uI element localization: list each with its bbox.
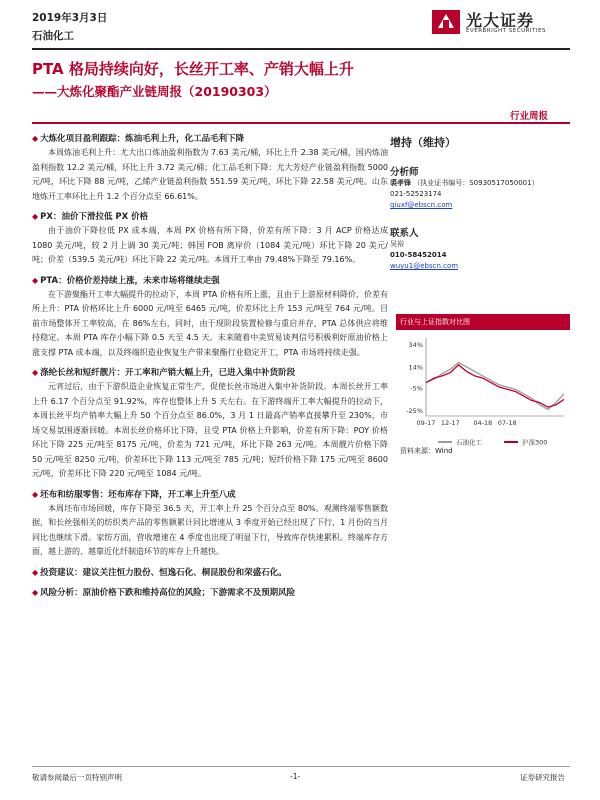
section-paragraph: 本周坯布市场回暖，库存下降至 36.5 天，开工率上升 25 个百分点至 80%。观测终端零售额数据，和长丝强相关的纺织类产品的零售额累计同比增速从 3 季度开始已经出现了下行，1 月份的当月同比也继续下滑。家纺方面，营收增速在 4 季度也出现了明显下行，导致库存快速累积。终端库存方面，越上游的、越靠近化纤制造环节的库存上升越快。 [32, 503, 388, 556]
y-tick-label: -5% [410, 384, 423, 393]
section-paragraph: 由于油价下降拉低 PX 成本端，本周 PX 价格有所下降，价差有所下降：3 月 ACP 价格达成 1080 美元/吨，较 2 月上调 30 美元/吨；韩国 FOB 离岸价（1084 美元/吨）环比下降 20 美元/吨；价差（539.5 美元/吨）环比下降 22 美元/吨。本周开工率由 79.48%下降至 79.16%。 [32, 226, 388, 264]
section-heading: 坯布和纺服零售：坯布库存下降，开工率上升至八成 [40, 489, 236, 500]
report-date: 2019年3月3日 [32, 12, 108, 24]
footer-divider [32, 766, 570, 767]
comparison-chart [396, 314, 570, 460]
section-paragraph: 本周炼油毛利上升：尤大出口炼油盈利指数为 7.63 美元/桶，环比上升 2.38 美元/桶，国内炼油盈利指数 12.2 美元/桶，环比上升 3.72 美元/桶；化工品毛利下降：尤大芳烃产业链盈利指数 5000 元/吨，环比下降 88 元/吨，乙烯产业链盈利指数 551.59 美元/吨，环比下降 22.58 美元/吨。山东地炼开工率环比上升 1.2 个百分点至 66.61%。 [32, 148, 388, 201]
legend-label: 沪深300 [522, 438, 548, 447]
bullet-icon: ◆ [32, 489, 39, 499]
section-3 [32, 274, 388, 361]
legend-label: 石油化工 [456, 438, 482, 447]
contact-heading: 联系人 [390, 228, 419, 239]
footer-disclaimer: 敬请参阅最后一页特别声明 [32, 773, 122, 782]
page-number: -1- [290, 772, 301, 781]
bullet-icon: ◆ [32, 368, 39, 377]
x-tick-label: 07-18 [497, 419, 517, 427]
y-tick-label: 34% [408, 341, 423, 350]
bullet-icon: ◆ [32, 567, 39, 577]
risk-analysis: 风险分析：原油价格下跌和维持高位的风险；下游需求不及预期风险 [40, 587, 296, 598]
section-heading: PX：油价下滑拉低 PX 价格 [40, 212, 149, 222]
x-tick-label: 09-17 [416, 419, 436, 427]
section-7 [32, 586, 388, 600]
section-heading: 涤纶长丝和短纤靓片：开工率和产销大幅上升，已进入集中补货阶段 [40, 368, 296, 378]
analyst-email-link[interactable]: qiuxf@ebscn.com [390, 201, 453, 209]
x-tick-label: 12-17 [440, 419, 460, 427]
x-tick-label: 04-18 [473, 419, 493, 427]
main-content [32, 126, 388, 600]
section-paragraph: 在下游聚酯开工率大幅提升的拉动下，本周 PTA 价格有所上涨，且由于上游原材料降价，价差有所上升：PTA 价格环比上升 6000 元/吨至 6465 元/吨，价差环比上升 153 元/吨至 764 元/吨。目前市场整体开工率较高，在 86%左右，同时，由于现阶段装置检修与重启并存，PTA 总体供应将维持稳定。本周 PTA 库存小幅下降 0.5 天至 4.5 天。未来随着中美贸易谈判信号积极利好原油价格上涨支撑 PTA 成本端，以及终端织造业恢复生产带来聚酯行业稳定开工，PTA 市场将持续走强。 [32, 289, 388, 357]
section-heading: PTA：价格价差持续上涨，未来市场将继续走强 [40, 275, 220, 286]
chart-title: 行业与上证指数对比图 [396, 314, 570, 330]
section-6 [32, 566, 388, 580]
header-divider [32, 48, 570, 50]
analyst-heading: 分析师 [390, 167, 419, 178]
y-tick-label: -25% [406, 406, 423, 415]
company-logo [430, 6, 570, 42]
section-4 [32, 366, 388, 482]
footer-label: 证券研究报告 [520, 773, 565, 782]
report-title: PTA 格局持续向好，长丝开工率、产销大幅上升 [32, 60, 354, 78]
analyst-phone: 021-52523174 [390, 190, 442, 198]
chart-source: 资料来源：Wind [400, 447, 453, 455]
bullet-icon: ◆ [32, 275, 39, 285]
title-divider [32, 122, 570, 124]
logo-text: 光大证券 [466, 11, 535, 30]
rating: 增持（维持） [390, 136, 456, 149]
section-5 [32, 488, 388, 560]
logo-english: EVERBRIGHT SECURITIES [466, 28, 546, 34]
investment-advice: 投资建议：建议关注恒力股份、恒逸石化、桐昆股份和荣盛石化。 [40, 567, 287, 578]
bullet-icon: ◆ [32, 587, 39, 597]
contact-name: 吴裕 [390, 240, 404, 248]
bullet-icon: ◆ [32, 134, 39, 143]
report-type: 行业周报 [510, 111, 549, 122]
sector-label: 石油化工 [32, 30, 74, 42]
contact-phone: 010-58452014 [390, 251, 447, 259]
section-paragraph: 元宵过后，由于下游织造企业恢复正常生产，促使长丝市场进入集中补货阶段。本周长丝开工率上升 6.17 个百分点至 91.92%，库存也整体上升 5 天左右。在下游终端开工率大幅提升的拉动下，本周长丝平均产销率大幅上升 50 个百分点至 86.0%，3 月 1 日最高产销率直接攀升至 230%，市场交易氛围逐渐回暖。本周长丝价格环比下降，且受 PTA 价格上升影响，价差有所下降：POY 价格环比下降 225 元/吨至 8175 元/吨，价差为 721 元/吨，环比下降 263 元/吨。本周靓片价格下降 50 元/吨至 8250 元/吨，价差环比下降 113 元/吨至 785 元/吨；短纤价格下降 175 元/吨至 8600 元/吨，价差环比下降 220 元/吨至 1084 元/吨。 [32, 382, 388, 478]
section-2 [32, 210, 388, 268]
bullet-icon: ◆ [32, 212, 39, 221]
report-subtitle: ——大炼化聚酯产业链周报（20190303） [32, 84, 277, 99]
logo-mark-icon [430, 6, 462, 38]
chart-canvas [396, 330, 570, 458]
analyst-name: 裘孝锋 [390, 179, 411, 187]
analyst-cert: （执业证书编号：S0930517050001） [413, 179, 539, 187]
sidebar [390, 130, 570, 272]
series-line [426, 363, 564, 410]
y-tick-label: 14% [408, 363, 423, 372]
section-heading: 大炼化项目盈利跟踪：炼油毛利上升，化工品毛利下降 [40, 134, 245, 144]
section-1 [32, 132, 388, 204]
contact-email-link[interactable]: wuyu1@ebscn.com [390, 262, 459, 270]
